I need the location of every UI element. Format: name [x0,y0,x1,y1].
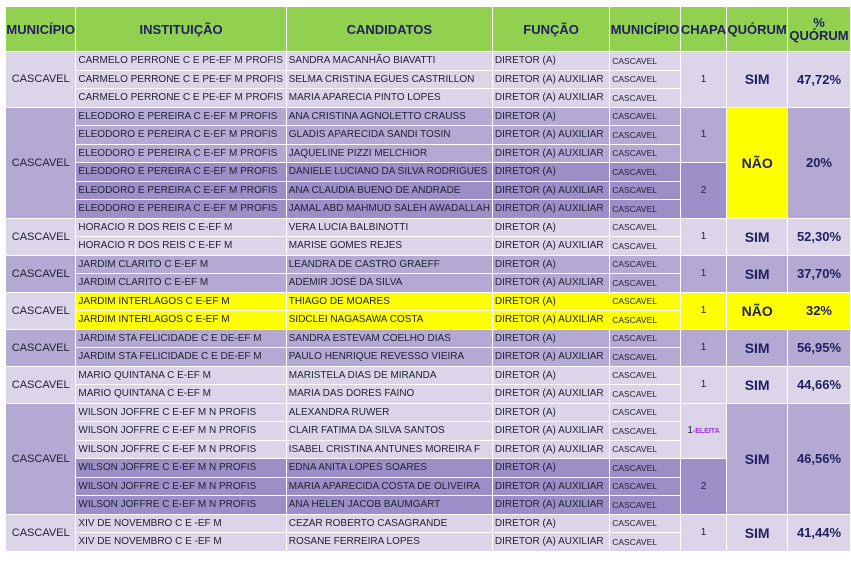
election-results-table [5,6,851,552]
table-row [6,52,851,71]
cell-chapa [680,403,727,459]
cell-funcao: DIRETOR (A) [492,514,609,533]
cell-municipio: CASCAVEL [610,496,680,515]
cell-funcao: DIRETOR (A) [492,255,609,274]
cell-candidato: ISABEL CRISTINA ANTUNES MOREIRA F [286,440,492,459]
cell-chapa [680,52,727,108]
table-row [6,514,851,533]
cell-municipio: CASCAVEL [610,163,680,182]
cell-instituicao: JARDIM CLARITO C E-EF M [76,255,286,274]
cell-instituicao: WILSON JOFFRE C E-EF M N PROFIS [76,496,286,515]
chapa-number: 1 [687,425,693,437]
cell-funcao: DIRETOR (A) AUXILIAR [492,181,609,200]
cell-funcao: DIRETOR (A) AUXILIAR [492,126,609,145]
table-row [6,459,851,478]
cell-quorum: SIM [727,403,788,514]
cell-municipio: CASCAVEL [610,70,680,89]
cell-instituicao: CARMELO PERRONE C E PE-EF M PROFIS [76,52,286,71]
cell-funcao: DIRETOR (A) AUXILIAR [492,440,609,459]
cell-candidato: VERA LUCIA BALBINOTTI [286,218,492,237]
cell-municipio: CASCAVEL [610,292,680,311]
cell-funcao: DIRETOR (A) AUXILIAR [492,496,609,515]
cell-funcao: DIRETOR (A) [492,366,609,385]
cell-municipio: CASCAVEL [610,255,680,274]
cell-percent: 44,66% [787,366,850,403]
chapa-number: 1 [700,379,707,390]
group-municipio: CASCAVEL [6,366,76,403]
cell-candidato: ROSANE FERREIRA LOPES [286,533,492,552]
cell-funcao: DIRETOR (A) AUXILIAR [492,274,609,293]
cell-instituicao: MARIO QUINTANA C E-EF M [76,366,286,385]
cell-quorum: SIM [727,218,788,255]
chapa-eleita-tag: -ELEITA [692,428,720,436]
cell-instituicao: HORACIO R DOS REIS C E-EF M [76,237,286,256]
cell-instituicao: ELEODORO E PEREIRA C E-EF M PROFIS [76,200,286,219]
cell-instituicao: ELEODORO E PEREIRA C E-EF M PROFIS [76,163,286,182]
cell-chapa [680,292,727,329]
chapa-number: 1 [700,305,707,316]
cell-municipio: CASCAVEL [610,200,680,219]
cell-municipio: CASCAVEL [610,181,680,200]
cell-instituicao: ELEODORO E PEREIRA C E-EF M PROFIS [76,107,286,126]
chapa-number: 1 [700,268,707,279]
table-row [6,292,851,311]
cell-candidato: ANA HELEN JACOB BAUMGART [286,496,492,515]
cell-funcao: DIRETOR (A) AUXILIAR [492,477,609,496]
cell-chapa [680,107,727,163]
cell-chapa [680,255,727,292]
cell-percent: 32% [787,292,850,329]
table-body [6,52,851,552]
table-row [6,107,851,126]
chapa-number: 1 [700,342,707,353]
group-municipio: CASCAVEL [6,329,76,366]
group-municipio: CASCAVEL [6,107,76,218]
cell-quorum: SIM [727,255,788,292]
cell-candidato: ANA CRISTINA AGNOLETTO CRAUSS [286,107,492,126]
cell-percent: 47,72% [787,52,850,108]
header-funcao: FUNÇÃO [492,7,609,52]
cell-candidato: THIAGO DE MOARES [286,292,492,311]
cell-funcao: DIRETOR (A) AUXILIAR [492,70,609,89]
cell-municipio: CASCAVEL [610,514,680,533]
cell-funcao: DIRETOR (A) [492,459,609,478]
header-quorum: QUÓRUM [727,7,788,52]
cell-municipio: CASCAVEL [610,218,680,237]
cell-funcao: DIRETOR (A) [492,329,609,348]
cell-quorum: SIM [727,329,788,366]
cell-candidato: GLADIS APARECIDA SANDI TOSIN [286,126,492,145]
cell-municipio: CASCAVEL [610,348,680,367]
cell-instituicao: JARDIM INTERLAGOS C E-EF M [76,292,286,311]
chapa-number: 2 [700,480,707,492]
cell-municipio: CASCAVEL [610,403,680,422]
cell-percent: 41,44% [787,514,850,551]
cell-candidato: SANDRA ESTEVAM COELHO DIAS [286,329,492,348]
cell-candidato: ALEXANDRA RUWER [286,403,492,422]
cell-percent: 37,70% [787,255,850,292]
cell-funcao: DIRETOR (A) AUXILIAR [492,385,609,404]
cell-chapa [680,366,727,403]
cell-funcao: DIRETOR (A) AUXILIAR [492,422,609,441]
cell-candidato: PAULO HENRIQUE REVESSO VIEIRA [286,348,492,367]
cell-funcao: DIRETOR (A) [492,292,609,311]
cell-municipio: CASCAVEL [610,311,680,330]
cell-candidato: MARISTELA DIAS DE MIRANDA [286,366,492,385]
cell-funcao: DIRETOR (A) [492,403,609,422]
cell-candidato: ANA CLAUDIA BUENO DE ANDRADE [286,181,492,200]
cell-municipio: CASCAVEL [610,385,680,404]
cell-candidato: DANIELE LUCIANO DA SILVA RODRIGUES [286,163,492,182]
cell-municipio: CASCAVEL [610,422,680,441]
cell-candidato: LEANDRA DE CASTRO GRAEFF [286,255,492,274]
table-row [6,255,851,274]
election-table-container [5,6,851,552]
header-chapa: CHAPA [680,7,727,52]
group-municipio: CASCAVEL [6,52,76,108]
cell-chapa [680,218,727,255]
cell-funcao: DIRETOR (A) AUXILIAR [492,348,609,367]
cell-quorum: NÃO [727,292,788,329]
table-row [6,163,851,182]
cell-instituicao: JARDIM STA FELICIDADE C E DE-EF M [76,329,286,348]
cell-municipio: CASCAVEL [610,329,680,348]
cell-municipio: CASCAVEL [610,144,680,163]
cell-municipio: CASCAVEL [610,366,680,385]
cell-instituicao: ELEODORO E PEREIRA C E-EF M PROFIS [76,126,286,145]
cell-instituicao: WILSON JOFFRE C E-EF M N PROFIS [76,422,286,441]
cell-instituicao: WILSON JOFFRE C E-EF M N PROFIS [76,440,286,459]
chapa-number: 2 [700,184,707,196]
cell-instituicao: ELEODORO E PEREIRA C E-EF M PROFIS [76,144,286,163]
group-municipio: CASCAVEL [6,403,76,514]
cell-instituicao: JARDIM STA FELICIDADE C E DE-EF M [76,348,286,367]
cell-instituicao: WILSON JOFFRE C E-EF M N PROFIS [76,477,286,496]
cell-instituicao: XIV DE NOVEMBRO C E -EF M [76,514,286,533]
cell-candidato: MARIA APARECIA PINTO LOPES [286,89,492,108]
cell-instituicao: XIV DE NOVEMBRO C E -EF M [76,533,286,552]
chapa-number: 1 [700,231,707,242]
cell-municipio: CASCAVEL [610,126,680,145]
cell-municipio: CASCAVEL [610,459,680,478]
table-row [6,218,851,237]
cell-instituicao: JARDIM INTERLAGOS C E-EF M [76,311,286,330]
table-row [6,366,851,385]
cell-funcao: DIRETOR (A) [492,163,609,182]
cell-chapa [680,459,727,515]
cell-funcao: DIRETOR (A) [492,52,609,71]
cell-candidato: CLAIR FATIMA DA SILVA SANTOS [286,422,492,441]
cell-chapa [680,329,727,366]
cell-instituicao: JARDIM CLARITO C E-EF M [76,274,286,293]
cell-candidato: CEZAR ROBERTO CASAGRANDE [286,514,492,533]
header-percent-label: QUÓRUM [789,28,849,43]
cell-funcao: DIRETOR (A) AUXILIAR [492,200,609,219]
cell-funcao: DIRETOR (A) AUXILIAR [492,237,609,256]
table-row [6,403,851,422]
cell-candidato: MARIA APARECIDA COSTA DE OLIVEIRA [286,477,492,496]
cell-candidato: ADEMIR JOSÉ DA SILVA [286,274,492,293]
cell-municipio: CASCAVEL [610,477,680,496]
cell-instituicao: CARMELO PERRONE C E PE-EF M PROFIS [76,89,286,108]
header-percent-symbol: % [813,15,825,30]
header-percent-quorum [787,7,850,52]
cell-quorum: NÃO [727,107,788,218]
cell-candidato: SELMA CRISTINA EGUES CASTRILLON [286,70,492,89]
cell-municipio: CASCAVEL [610,89,680,108]
cell-instituicao: WILSON JOFFRE C E-EF M N PROFIS [76,459,286,478]
cell-quorum: SIM [727,366,788,403]
chapa-number: 1 [700,73,707,85]
cell-percent: 52,30% [787,218,850,255]
chapa-number: 1 [700,129,707,141]
cell-municipio: CASCAVEL [610,533,680,552]
header-instituicao: INSTITUIÇÃO [76,7,286,52]
cell-candidato: SANDRA MACANHÃO BIAVATTI [286,52,492,71]
header-municipio: MUNICÍPIO [6,7,76,52]
chapa-number: 1 [700,527,707,538]
cell-candidato: JAQUELINE PIZZI MELCHIOR [286,144,492,163]
cell-candidato: JAMAL ABD MAHMUD SALEH AWADALLAH [286,200,492,219]
cell-instituicao: CARMELO PERRONE C E PE-EF M PROFIS [76,70,286,89]
cell-candidato: SIDCLEI NAGASAWA COSTA [286,311,492,330]
cell-municipio: CASCAVEL [610,274,680,293]
cell-percent: 56,95% [787,329,850,366]
cell-quorum: SIM [727,52,788,108]
header-row [6,7,851,52]
cell-funcao: DIRETOR (A) AUXILIAR [492,144,609,163]
group-municipio: CASCAVEL [6,218,76,255]
cell-percent: 46,56% [787,403,850,514]
group-municipio: CASCAVEL [6,292,76,329]
cell-instituicao: ELEODORO E PEREIRA C E-EF M PROFIS [76,181,286,200]
cell-funcao: DIRETOR (A) AUXILIAR [492,533,609,552]
group-municipio: CASCAVEL [6,514,76,551]
cell-quorum: SIM [727,514,788,551]
cell-instituicao: MARIO QUINTANA C E-EF M [76,385,286,404]
group-municipio: CASCAVEL [6,255,76,292]
cell-funcao: DIRETOR (A) [492,107,609,126]
cell-candidato: MARISE GOMES REJES [286,237,492,256]
cell-instituicao: WILSON JOFFRE C E-EF M N PROFIS [76,403,286,422]
cell-candidato: EDNA ANITA LOPES SOARES [286,459,492,478]
table-row [6,329,851,348]
cell-funcao: DIRETOR (A) AUXILIAR [492,89,609,108]
cell-chapa [680,163,727,219]
cell-candidato: MARIA DAS DORES FAINO [286,385,492,404]
cell-chapa [680,514,727,551]
cell-municipio: CASCAVEL [610,107,680,126]
cell-municipio: CASCAVEL [610,52,680,71]
cell-municipio: CASCAVEL [610,440,680,459]
cell-municipio: CASCAVEL [610,237,680,256]
cell-percent: 20% [787,107,850,218]
cell-instituicao: HORACIO R DOS REIS C E-EF M [76,218,286,237]
cell-funcao: DIRETOR (A) [492,218,609,237]
header-candidatos: CANDIDATOS [286,7,492,52]
header-municipio-2: MUNICÍPIO [610,7,680,52]
cell-funcao: DIRETOR (A) AUXILIAR [492,311,609,330]
